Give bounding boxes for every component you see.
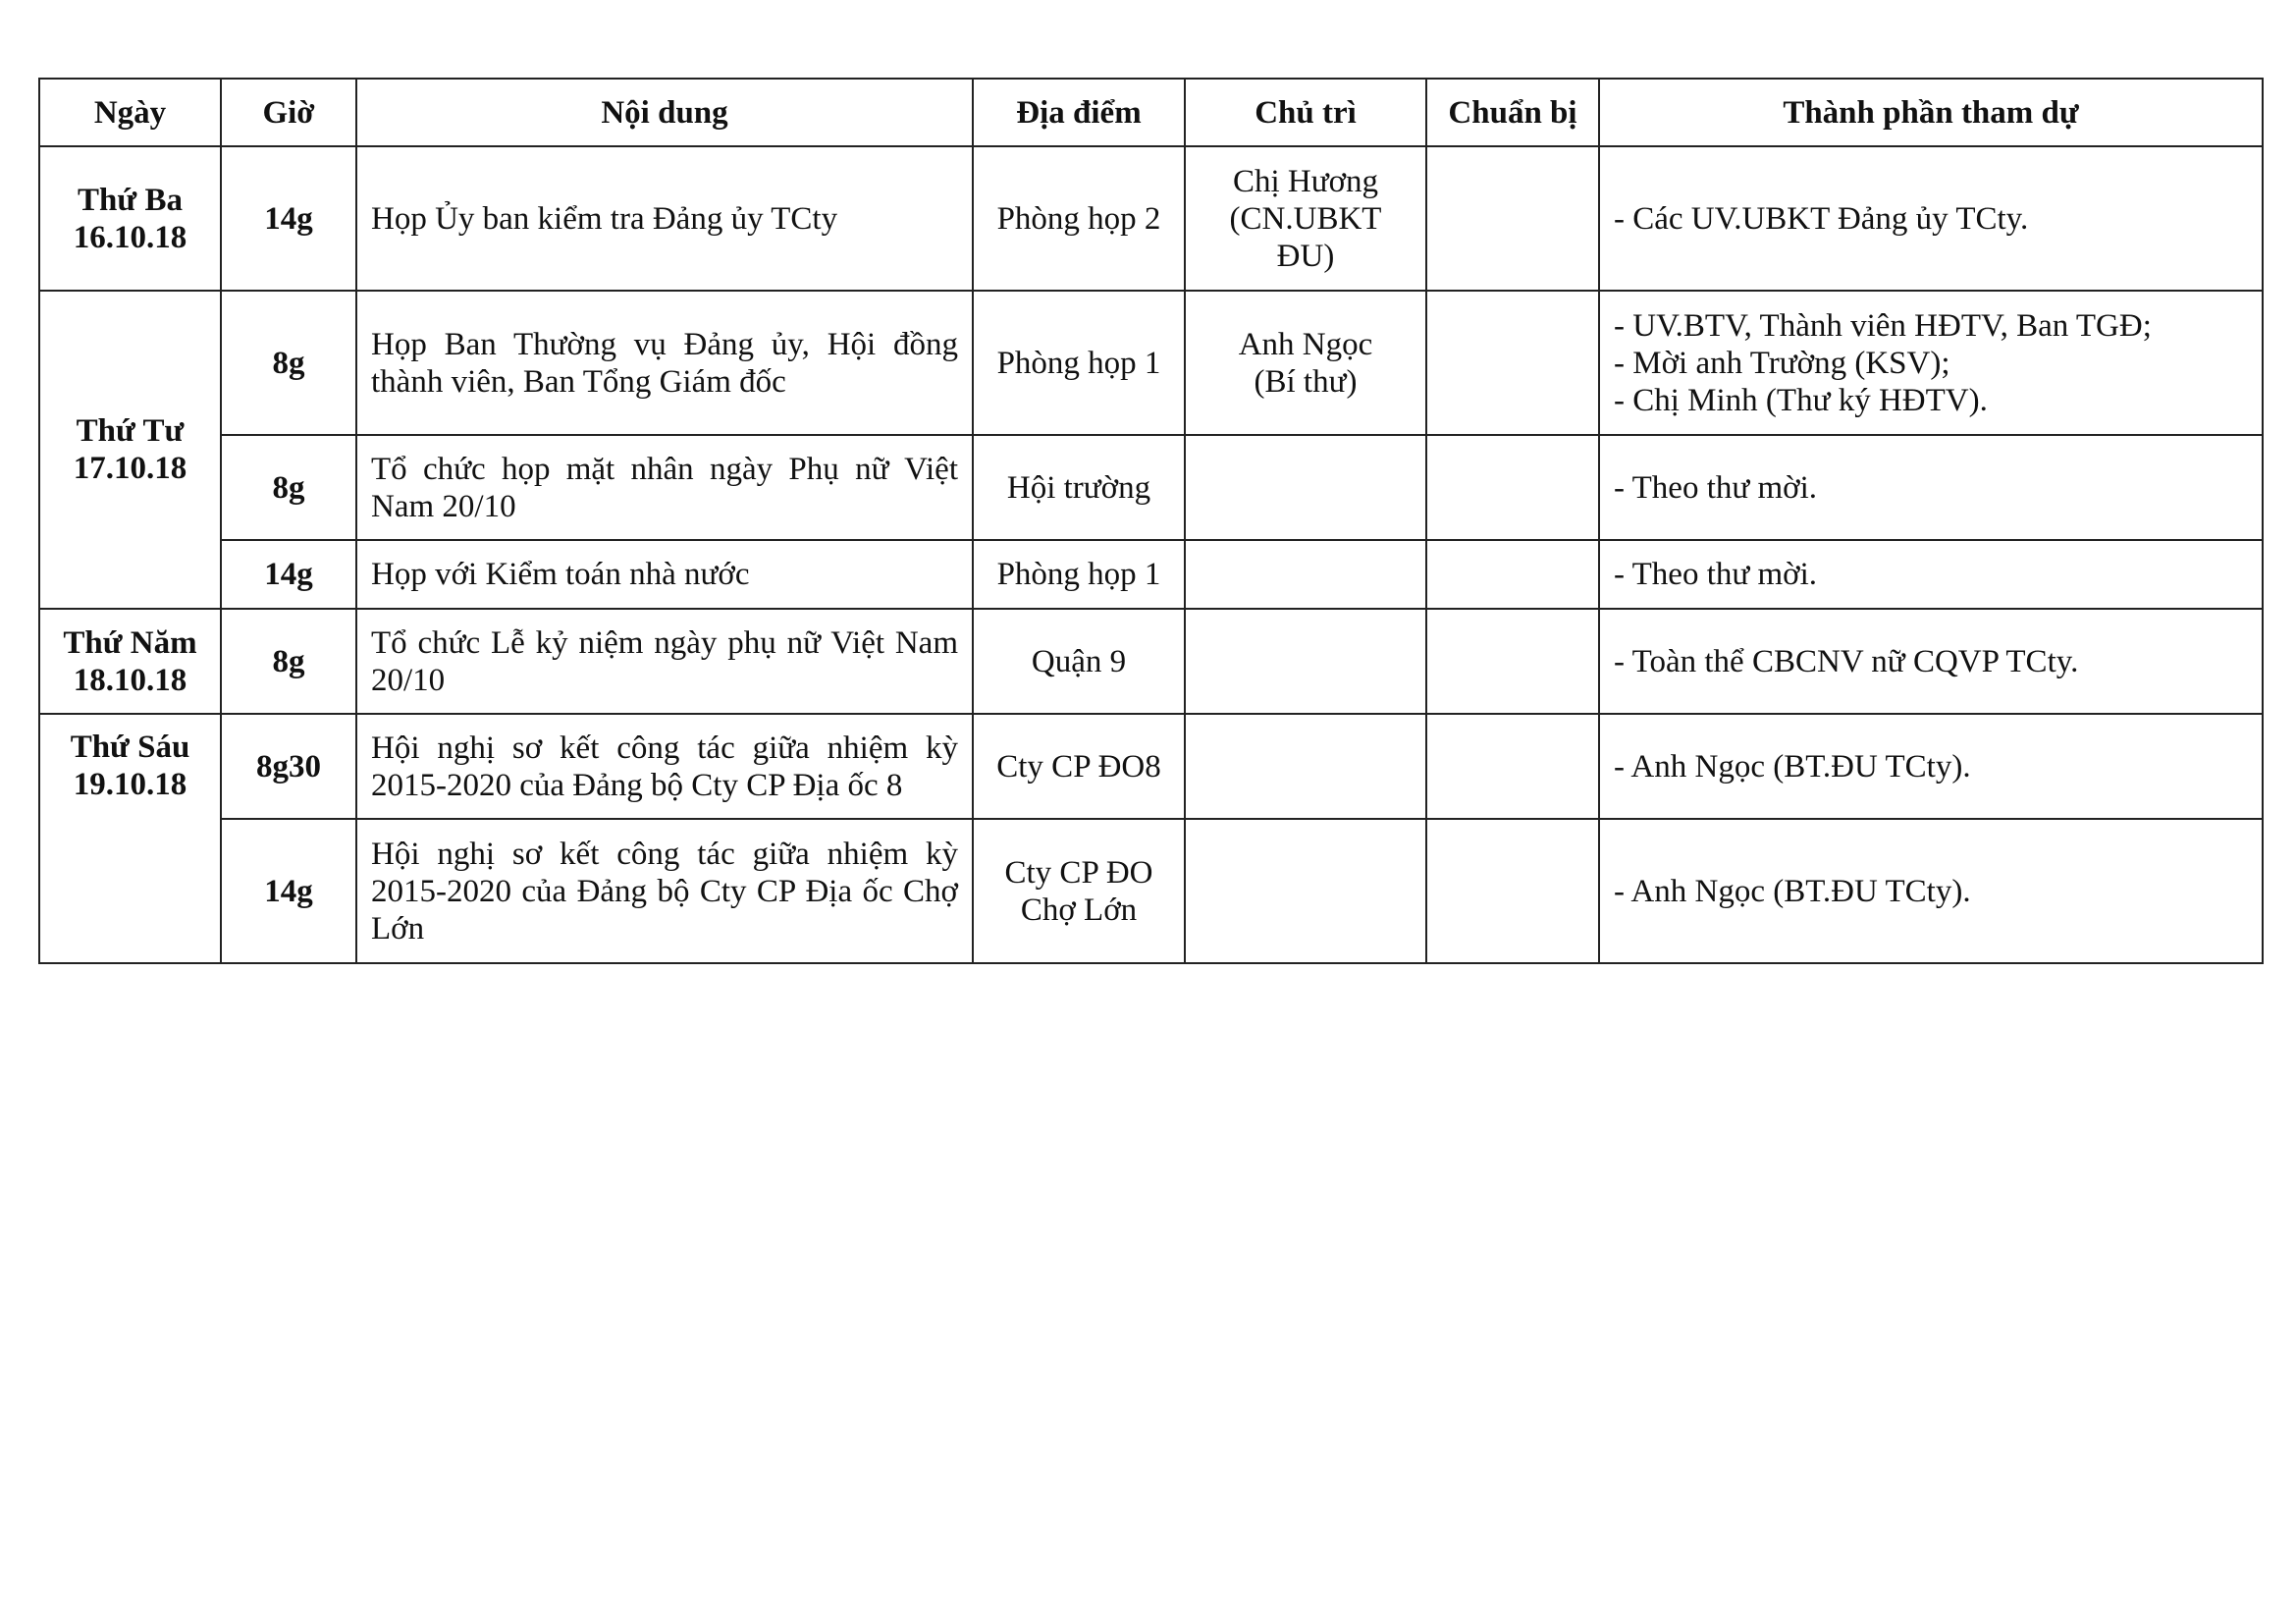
time-cell: 8g30 (221, 714, 356, 819)
day-cell (39, 146, 221, 291)
attend-line: - UV.BTV, Thành viên HĐTV, Ban TGĐ; (1614, 307, 2152, 344)
header-row (39, 79, 2263, 146)
day-cell (39, 609, 221, 714)
day-name: Thứ Ba (78, 182, 183, 218)
day-date: 17.10.18 (73, 451, 187, 486)
content-cell: Họp Ủy ban kiểm tra Đảng ủy TCty (356, 146, 973, 291)
host-line: (Bí thư) (1254, 363, 1358, 400)
day-name: Thứ Năm (63, 624, 197, 661)
attend-line: - Anh Ngọc (BT.ĐU TCty). (1614, 873, 1971, 909)
content-cell: Họp với Kiểm toán nhà nước (356, 540, 973, 609)
time-cell: 14g (221, 540, 356, 609)
attend-cell (1599, 540, 2263, 609)
host-cell (1185, 819, 1426, 963)
day-name: Thứ Sáu (70, 730, 190, 765)
place-cell: Phòng họp 2 (973, 146, 1185, 291)
content-cell: Hội nghị sơ kết công tác giữa nhiệm kỳ 2015-2020 của Đảng bộ Cty CP Địa ốc 8 (356, 714, 973, 819)
prep-cell (1426, 146, 1599, 291)
host-cell (1185, 146, 1426, 291)
prep-cell (1426, 714, 1599, 819)
content-cell: Hội nghị sơ kết công tác giữa nhiệm kỳ 2015-2020 của Đảng bộ Cty CP Địa ốc Chợ Lớn (356, 819, 973, 963)
attend-line: - Theo thư mời. (1614, 557, 1818, 592)
content-cell: Tổ chức Lễ kỷ niệm ngày phụ nữ Việt Nam 20/10 (356, 609, 973, 714)
host-line: Anh Ngọc (1238, 326, 1373, 362)
header-day: Ngày (39, 79, 221, 146)
header-prep: Chuẩn bị (1426, 79, 1599, 146)
content-cell: Tổ chức họp mặt nhân ngày Phụ nữ Việt Nam 20/10 (356, 435, 973, 540)
schedule-table (38, 78, 2264, 964)
attend-cell (1599, 714, 2263, 819)
host-line: (CN.UBKT (1229, 200, 1382, 237)
host-line: ĐU) (1276, 238, 1335, 274)
day-cell (39, 714, 221, 963)
schedule-sheet (38, 78, 2262, 964)
time-cell: 8g (221, 609, 356, 714)
table-row (39, 714, 2263, 819)
attend-line: - Anh Ngọc (BT.ĐU TCty). (1614, 748, 1971, 784)
prep-cell (1426, 435, 1599, 540)
table-row (39, 435, 2263, 540)
prep-cell (1426, 540, 1599, 609)
header-time: Giờ (221, 79, 356, 146)
host-cell (1185, 609, 1426, 714)
prep-cell (1426, 291, 1599, 435)
attend-cell (1599, 435, 2263, 540)
attend-cell (1599, 819, 2263, 963)
host-cell (1185, 435, 1426, 540)
place-cell: Phòng họp 1 (973, 291, 1185, 435)
day-name: Thứ Tư (76, 413, 185, 449)
attend-line: - Chị Minh (Thư ký HĐTV). (1614, 382, 1988, 418)
time-cell: 8g (221, 291, 356, 435)
attend-line: - Toàn thể CBCNV nữ CQVP TCty. (1614, 643, 2079, 679)
content-cell: Họp Ban Thường vụ Đảng ủy, Hội đồng thành viên, Ban Tổng Giám đốc (356, 291, 973, 435)
place-cell: Cty CP ĐO Chợ Lớn (973, 819, 1185, 963)
day-date: 16.10.18 (73, 219, 187, 255)
header-place: Địa điểm (973, 79, 1185, 146)
time-cell: 14g (221, 819, 356, 963)
day-date: 19.10.18 (73, 767, 187, 802)
place-cell: Phòng họp 1 (973, 540, 1185, 609)
host-cell (1185, 714, 1426, 819)
time-cell: 8g (221, 435, 356, 540)
prep-cell (1426, 609, 1599, 714)
host-cell (1185, 291, 1426, 435)
day-cell (39, 291, 221, 609)
place-cell: Cty CP ĐO8 (973, 714, 1185, 819)
place-cell: Hội trường (973, 435, 1185, 540)
prep-cell (1426, 819, 1599, 963)
time-cell: 14g (221, 146, 356, 291)
attend-line: - Các UV.UBKT Đảng ủy TCty. (1614, 200, 2029, 237)
attend-cell (1599, 291, 2263, 435)
table-row (39, 540, 2263, 609)
place-cell: Quận 9 (973, 609, 1185, 714)
day-date: 18.10.18 (73, 662, 187, 698)
table-row (39, 146, 2263, 291)
attend-line: - Theo thư mời. (1614, 469, 1818, 506)
header-attend: Thành phần tham dự (1599, 79, 2263, 146)
host-cell (1185, 540, 1426, 609)
host-line: Chị Hương (1232, 163, 1379, 199)
table-row (39, 609, 2263, 714)
table-row (39, 291, 2263, 435)
attend-cell (1599, 146, 2263, 291)
attend-line: - Mời anh Trường (KSV); (1614, 345, 1950, 381)
table-row (39, 819, 2263, 963)
attend-cell (1599, 609, 2263, 714)
header-host: Chủ trì (1185, 79, 1426, 146)
header-content: Nội dung (356, 79, 973, 146)
